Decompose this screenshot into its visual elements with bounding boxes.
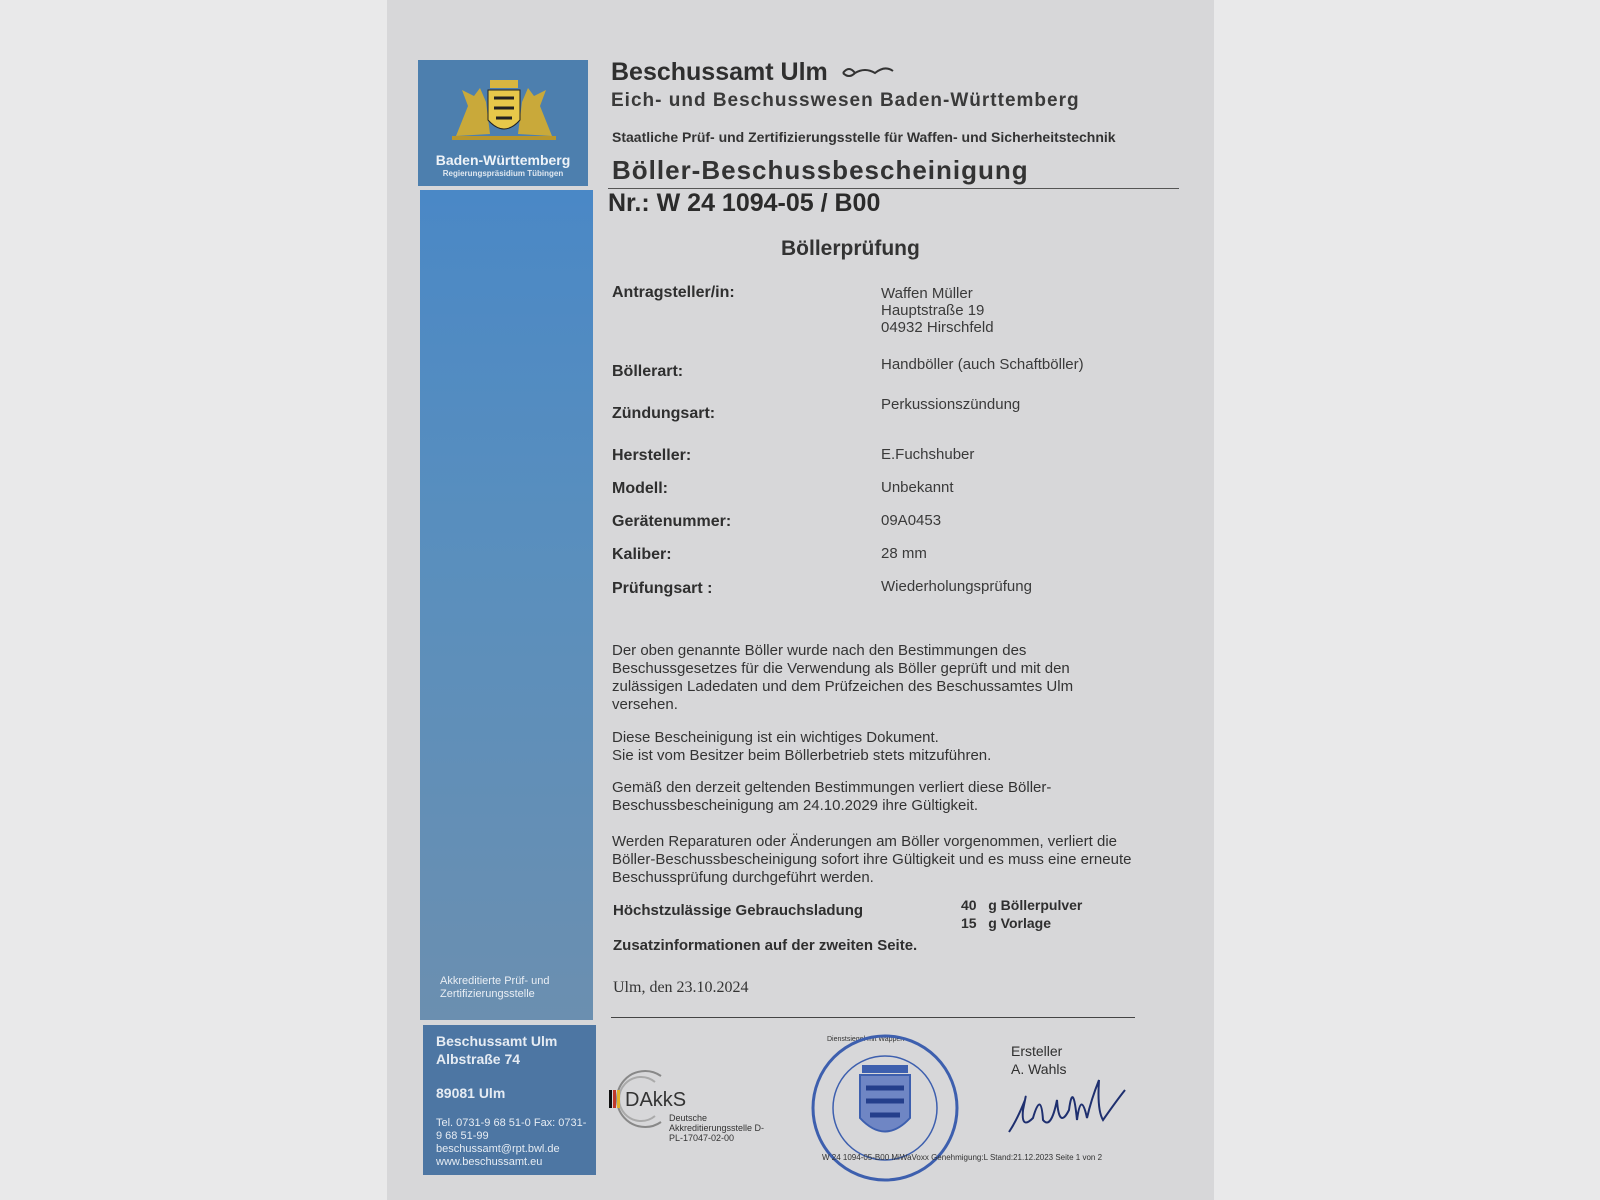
seal-caption: Dienstsiegel mit Wappen <box>827 1036 905 1043</box>
field-label-model: Modell: <box>612 480 668 497</box>
field-value-caliber: 28 mm <box>881 545 927 562</box>
field-value-type: Handböller (auch Schaftböller) <box>881 356 1084 373</box>
office-contact: Tel. 0731-9 68 51-0 Fax: 0731-9 68 51-99 beschussamt@rpt.bwl.de www.beschussamt.eu <box>436 1117 587 1168</box>
signer-name: A. Wahls <box>1011 1061 1067 1077</box>
section-title: Böllerprüfung <box>781 237 920 260</box>
field-label-applicant: Antragsteller/in: <box>612 284 735 301</box>
paragraph-repairs: Werden Reparaturen oder Änderungen am Böller vorgenommen, verliert die Böller-Beschussbescheinigung sofort ihre Gültigkeit und es muss eine erneute Beschussprüfung durchgeführt werden. <box>612 833 1132 886</box>
field-label-caliber: Kaliber: <box>612 546 672 563</box>
state-logo-box <box>418 60 588 186</box>
signer-role: Ersteller <box>1011 1043 1063 1059</box>
document-footer: W 24 1094-05-B00 MiWaVoxx Genehmigung:L Stand:21.12.2023 Seite 1 von 2 <box>822 1153 1103 1162</box>
max-load-wad: 15 g Vorlage <box>961 915 1051 931</box>
address-box <box>423 1025 596 1175</box>
document-number: Nr.: W 24 1094-05 / B00 <box>608 189 881 217</box>
office-city: 89081 Ulm <box>436 1085 506 1101</box>
dakks-name: DAkkS <box>625 1089 687 1111</box>
paragraph-important: Diese Bescheinigung ist ein wichtiges Dokument. Sie ist vom Besitzer beim Böllerbetrieb stets mitzuführen. <box>612 729 992 764</box>
field-value-serial: 09A0453 <box>881 512 942 529</box>
field-value-ignition: Perkussionszündung <box>881 396 1021 413</box>
certificate-page <box>387 0 1214 1200</box>
max-load-label: Höchstzulässige Gebrauchsladung <box>613 902 864 919</box>
office-subtitle: Eich- und Beschusswesen Baden-Württemberg <box>611 90 1080 111</box>
paragraph-test-result: Der oben genannte Böller wurde nach den Bestimmungen des Beschussgesetzes für die Verwendung als Böller geprüft und mit den zulässigen Ladedaten und dem Prüfzeichen des Beschussamtes Ulm versehen. <box>612 642 1074 713</box>
office-name: Beschussamt Ulm <box>436 1033 558 1049</box>
place-date: Ulm, den 23.10.2024 <box>613 979 749 996</box>
field-label-serial: Gerätenummer: <box>612 513 732 530</box>
dakks-subtitle: Deutsche Akkreditierungsstelle D-PL-17047-02-00 <box>669 1113 765 1143</box>
sidebar-band <box>420 190 593 1020</box>
office-subtitle-2: Staatliche Prüf- und Zertifizierungsstelle für Waffen- und Sicherheitstechnik <box>612 129 1116 145</box>
field-value-applicant: Waffen Müller Hauptstraße 19 04932 Hirschfeld <box>881 285 994 336</box>
coat-of-arms-icon <box>446 76 562 144</box>
office-title-text: Beschussamt Ulm <box>611 58 828 86</box>
field-value-manufacturer: E.Fuchshuber <box>881 446 975 463</box>
field-value-test-type: Wiederholungsprüfung <box>881 578 1032 595</box>
signature-divider <box>611 1017 1135 1018</box>
office-street: Albstraße 74 <box>436 1051 521 1067</box>
handwritten-signature-icon <box>1007 1070 1137 1140</box>
paragraph-validity: Gemäß den derzeit geltenden Bestimmungen verliert diese Böller-Beschussbescheinigung am 24.10.2029 ihre Gültigkeit. <box>612 779 1052 814</box>
field-label-test-type: Prüfungsart : <box>612 580 713 597</box>
field-label-type: Böllerart: <box>612 363 684 380</box>
field-label-manufacturer: Hersteller: <box>612 447 692 464</box>
accreditation-note: Akkreditierte Prüf- und Zertifizierungsstelle <box>440 975 550 1000</box>
eagle-mark-icon <box>841 63 897 83</box>
state-authority: Regierungspräsidium Tübingen <box>442 169 564 178</box>
office-title <box>611 58 897 87</box>
field-label-ignition: Zündungsart: <box>612 405 716 422</box>
max-load-powder: 40 g Böllerpulver <box>961 897 1083 913</box>
field-value-model: Unbekannt <box>881 479 954 496</box>
extra-info-note: Zusatzinformationen auf der zweiten Seite. <box>613 937 918 954</box>
state-name: Baden-Württemberg <box>435 152 571 168</box>
document-title: Böller-Beschussbescheinigung <box>612 155 1029 185</box>
